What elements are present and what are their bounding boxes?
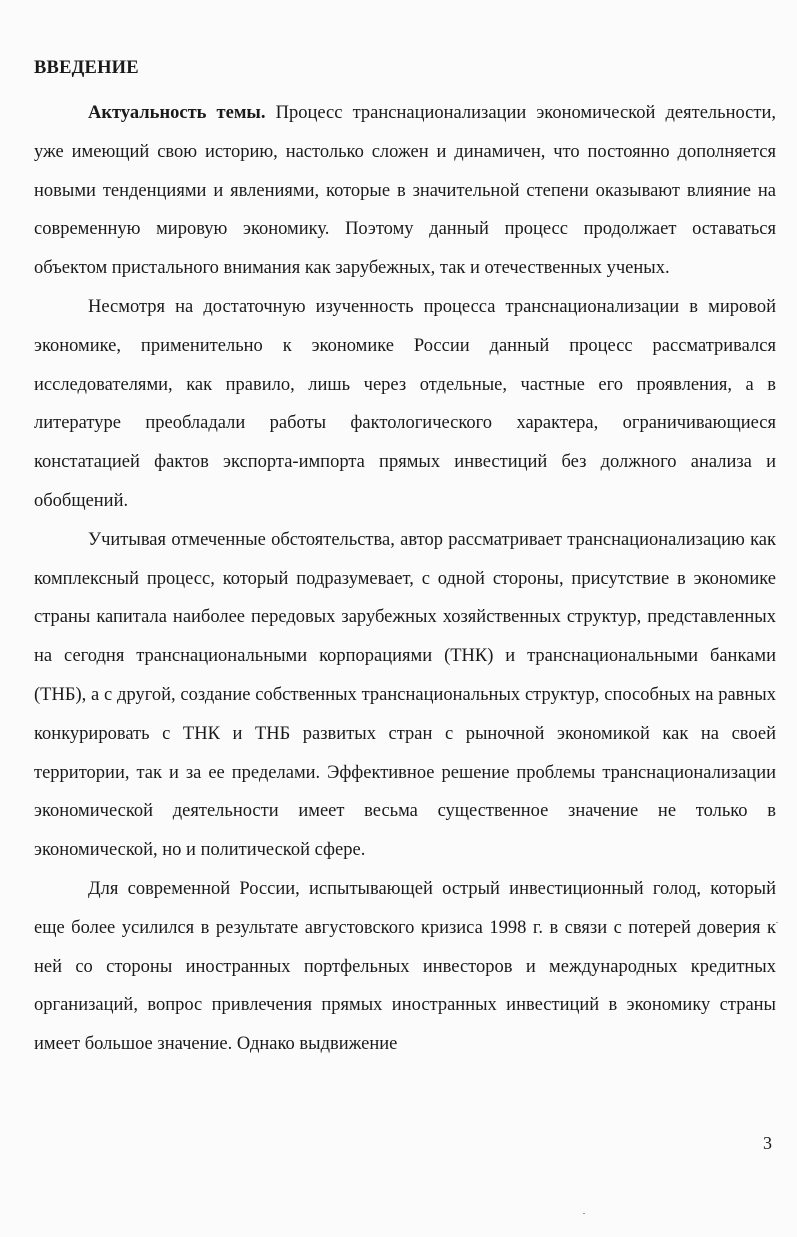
paragraph-relevance bbox=[34, 94, 776, 288]
scan-speck bbox=[776, 922, 778, 923]
paragraph-author-approach: Учитывая отмеченные обстоятельства, автор рассматривает транснационализацию как комплексный процесс, который подразумевает, с одной стороны, присутствие в экономике страны капитала наиболее передовых зарубежных хозяйственных структур, представленных на сегодня транснациональными корпорациями (ТНК) и транснациональными банками (ТНБ), а с другой, создание собственных транснациональных структур, способных на равных конкурировать с ТНК и ТНБ развитых стран с рыночной экономикой как на своей территории, так и за ее пределами. Эффективное решение проблемы транснационализации экономической деятельности имеет весьма существенное значение не только в экономической, но и политической сфере. bbox=[34, 529, 776, 861]
page-number: 3 bbox=[763, 1133, 772, 1153]
body-text bbox=[34, 94, 776, 1064]
section-heading: ВВЕДЕНИЕ bbox=[34, 58, 139, 78]
paragraph-research-state: Несмотря на достаточную изученность процесса транснационализации в мировой экономике, применительно к экономике России данный процесс рассматривался исследователями, как правило, лишь через отдельные, частные его проявления, а в литературе преобладали работы фактологического характера, ограничивающиеся констатацией фактов экспорта-импорта прямых инвестиций без должного анализа и обобщений. bbox=[34, 296, 776, 511]
paragraph-text: Процесс транснационализации экономической деятельности, уже имеющий свою историю, настолько сложен и динамичен, что постоянно дополняется новыми тенденциями и явлениями, которые в значительной степени оказывают влияние на современную мировую экономику. Поэтому данный процесс продолжает оставаться объектом пристального внимания как зарубежных, так и отечественных ученых. bbox=[34, 103, 777, 279]
scan-speck bbox=[583, 1213, 585, 1214]
paragraph-russia-investment: Для современной России, испытывающей острый инвестиционный голод, который еще более усилился в результате августовского кризиса 1998 г. в связи с потерей доверия к ней со стороны иностранных портфельных инвесторов и международных кредитных организаций, вопрос привлечения прямых иностранных инвестиций в экономику страны имеет большое значение. Однако выдвижение bbox=[34, 878, 776, 1055]
paragraph-lead: Актуальность темы. bbox=[88, 103, 266, 123]
